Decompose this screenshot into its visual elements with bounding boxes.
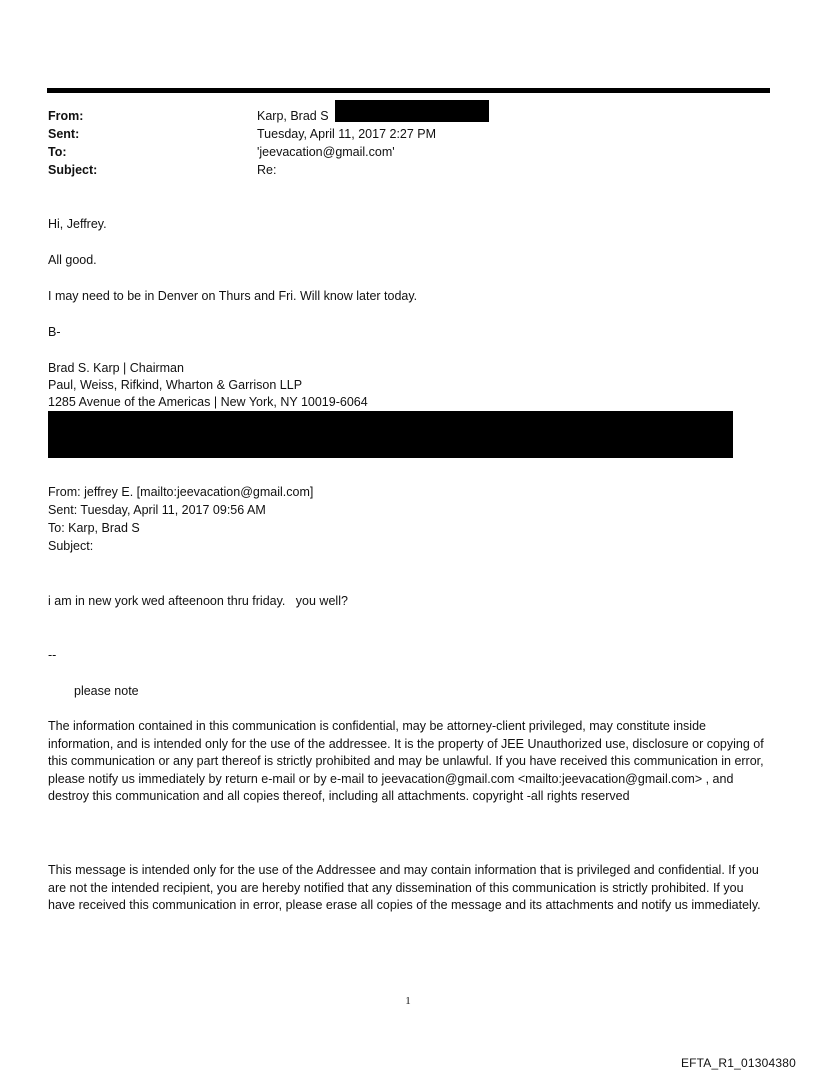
original-to: To: Karp, Brad S bbox=[48, 521, 140, 535]
signature-address: 1285 Avenue of the Americas | New York, NY 10019-6064 bbox=[48, 395, 368, 409]
to-value: 'jeevacation@gmail.com' bbox=[257, 145, 395, 159]
original-message: i am in new york wed afteenoon thru friday. you well? bbox=[48, 594, 348, 608]
confidentiality-notice: This message is intended only for the use of the Addressee and may contain information that is privileged and confidential. If you are not the intended recipient, you are hereby notified that any dissemination of this communication is strictly prohibited. If you have received this communication in error, please erase all copies of the message and its attachments and notify us immediately. bbox=[48, 863, 761, 912]
bates-number: EFTA_R1_01304380 bbox=[680, 1056, 796, 1070]
subject-value: Re: bbox=[257, 163, 277, 177]
page-number: 1 bbox=[405, 995, 411, 1007]
reply-line-1: All good. bbox=[48, 253, 97, 267]
reply-line-2: I may need to be in Denver on Thurs and Fri. Will know later today. bbox=[48, 289, 418, 303]
from-label: From: bbox=[48, 109, 84, 123]
signature-name: Brad S. Karp | Chairman bbox=[48, 361, 184, 375]
greeting: Hi, Jeffrey. bbox=[48, 217, 107, 231]
signoff: B- bbox=[48, 325, 61, 339]
to-label: To: bbox=[48, 145, 67, 159]
from-value: Karp, Brad S bbox=[257, 109, 329, 123]
original-from: From: jeffrey E. [mailto:jeevacation@gmail.com] bbox=[48, 485, 314, 499]
signature-firm: Paul, Weiss, Rifkind, Wharton & Garrison LLP bbox=[48, 378, 303, 392]
original-sent: Sent: Tuesday, April 11, 2017 09:56 AM bbox=[48, 503, 266, 517]
header-divider bbox=[47, 88, 770, 93]
redaction-block bbox=[48, 411, 733, 458]
disclaimer-paragraph: The information contained in this communication is confidential, may be attorney-client privileged, may constitute inside information, and is intended only for the use of the addressee. It is the property of JEE Unauthorized use, disclosure or copying of this communication or any part thereof is strictly prohibited and may be unlawful. If you have received this communication in error, please notify us immediately by return e-mail or by e-mail to jeevacation@gmail.com <mailto:jeevacation@gmail.com> , and destroy this communication and all copies thereof, including all attachments. copyright -all rights reserved bbox=[48, 719, 764, 803]
sent-value: Tuesday, April 11, 2017 2:27 PM bbox=[257, 127, 437, 141]
subject-label: Subject: bbox=[48, 163, 98, 177]
separator: -- bbox=[48, 648, 57, 662]
sent-label: Sent: bbox=[48, 127, 80, 141]
original-subject: Subject: bbox=[48, 539, 94, 553]
redaction-block bbox=[335, 100, 489, 122]
please-note: please note bbox=[74, 684, 139, 698]
